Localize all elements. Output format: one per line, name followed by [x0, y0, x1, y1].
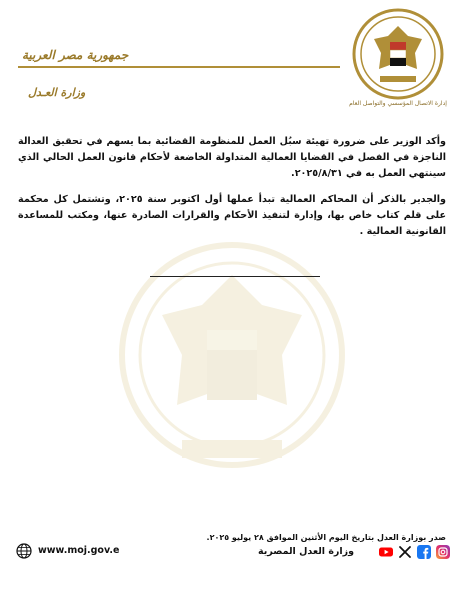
logo-caption: إدارة الاتصال المؤسسي والتواصل العام [349, 100, 447, 107]
header-rule [18, 66, 340, 68]
website-url[interactable]: www.moj.gov.e [38, 545, 120, 556]
watermark-emblem [112, 235, 352, 485]
instagram-icon[interactable] [436, 545, 450, 559]
country-name: جمهورية مصر العربية [22, 48, 129, 62]
section-divider [150, 276, 320, 277]
globe-icon [16, 543, 32, 559]
paragraph-2: والجدير بالذكر أن المحاكم العمالية تبدأ عملها أول اكتوبر سنة ٢٠٢٥، وتشتمل كل محكمة على قلم كتاب خاص بها، وإدارة لتنفيذ الأحكام والقرارات الصادرة عنها، ومكتب للمساعدة القانونية العمالية . [18, 194, 446, 237]
paragraph-1: وأكد الوزير على ضرورة تهيئة سبُل العمل للمنظومة القضائية بما يسهم في تحقيق العدالة الناجزة في الفصل في القضايا العمالية المتداولة الخاضعة لأحكام قانون العمل الحالي الذي سينتهي العمل به في ٢٠٢٥/٨/٣١. [18, 136, 446, 179]
ministry-logo [350, 6, 446, 102]
x-icon[interactable] [398, 545, 412, 559]
press-release-body [18, 134, 446, 250]
ministry-name: وزارة العـدل [28, 86, 86, 99]
issue-date-note: صدر بوزارة العدل بتاريخ اليوم الأثنين الموافق ٢٨ يوليو ٢٠٢٥. [206, 533, 446, 542]
footer-ministry-name: وزارة العدل المصرية [258, 546, 355, 557]
facebook-icon[interactable] [417, 545, 431, 559]
youtube-icon[interactable] [379, 545, 393, 559]
